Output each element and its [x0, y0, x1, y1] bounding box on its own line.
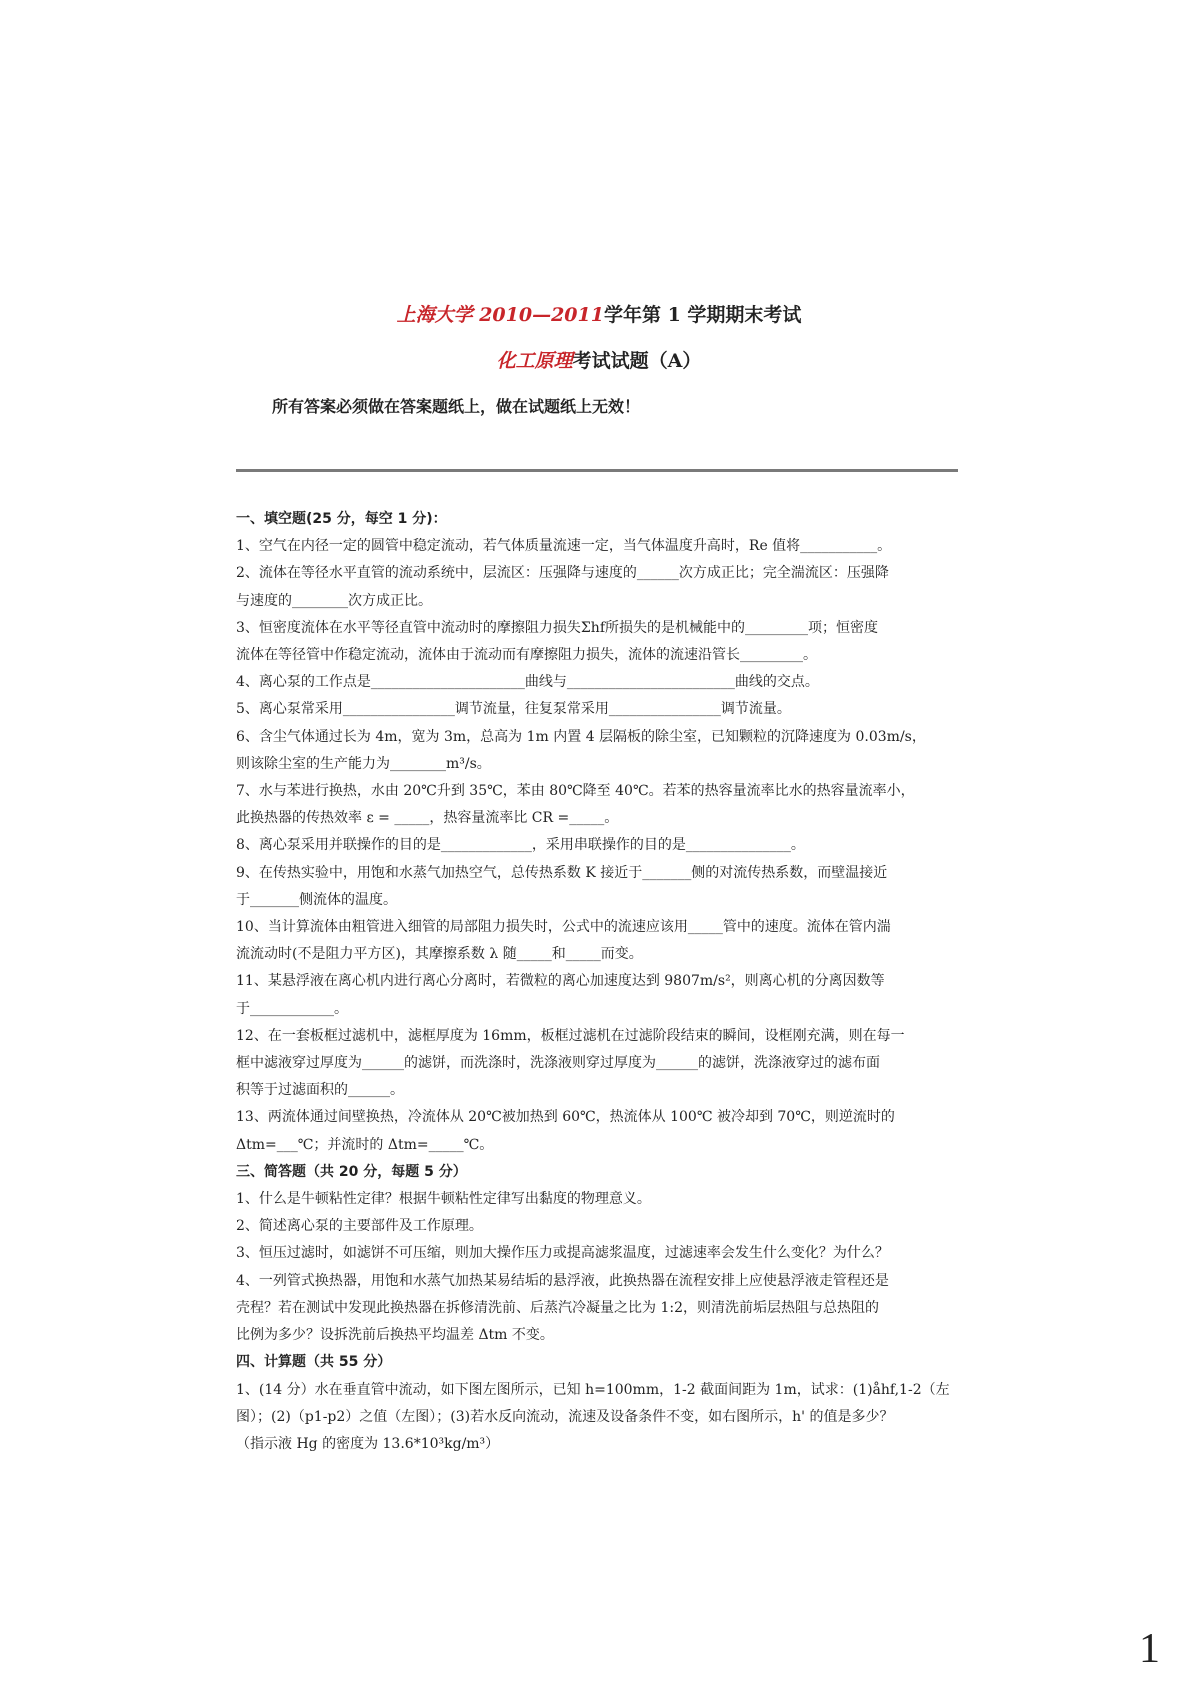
question-line: 与速度的________次方成正比。: [236, 592, 432, 609]
question-line: 9、在传热实验中，用饱和水蒸气加热空气，总传热系数 K 接近于_______侧的对流传热系数，而壁温接近: [236, 864, 888, 881]
question-line: 积等于过滤面积的______。: [236, 1082, 404, 1099]
question-line: 2、简述离心泵的主要部件及工作原理。: [236, 1218, 483, 1235]
question-line: 图）；(2)（p1-p2）之值（左图）；(3)若水反向流动，流速及设备条件不变，如右图所示，h' 的值是多少？: [236, 1408, 894, 1425]
question-line: 流体在等径管中作稳定流动，流体由于流动而有摩擦阻力损失，流体的流速沿管长_________。: [236, 647, 817, 664]
question-line: 2、流体在等径水平直管的流动系统中，层流区：压强降与速度的______次方成正比；完全湍流区：压强降: [236, 565, 889, 582]
question-line: 4、一列管式换热器，用饱和水蒸气加热某易结垢的悬浮液，此换热器在流程安排上应使悬浮液走管程还是: [236, 1272, 889, 1289]
question-line: 1、(14 分）水在垂直管中流动，如下图左图所示，已知 h=100mm，1-2 截面间距为 1m，试求：(1)åhf,1-2（左: [236, 1381, 950, 1398]
question-line: 流流动时(不是阻力平方区)，其摩擦系数 λ 随_____和_____而变。: [236, 946, 643, 963]
question-line: 7、水与苯进行换热，水由 20℃升到 35℃，苯由 80℃降至 40℃。若苯的热容量流率比水的热容量流率小，: [236, 783, 915, 800]
question-line: Δtm=___℃；并流时的 Δtm=_____℃。: [236, 1136, 494, 1153]
answer-notice: 所有答案必须做在答案题纸上，做在试题纸上无效！: [272, 397, 641, 416]
section-heading: 四、计算题（共 55 分）: [236, 1354, 392, 1371]
question-line: 3、恒密度流体在水平等径直管中流动时的摩擦阻力损失Σhf所损失的是机械能中的_________项；恒密度: [236, 619, 879, 636]
question-line: 于____________。: [236, 1000, 348, 1017]
section-heading: 一、填空题(25 分，每空 1 分)：: [236, 511, 447, 527]
question-line: 则该除尘室的生产能力为________m³/s。: [236, 755, 491, 772]
question-line: 比例为多少？设拆洗前后换热平均温差 Δtm 不变。: [236, 1327, 554, 1344]
question-line: 1、什么是牛顿粘性定律？根据牛顿粘性定律写出黏度的物理意义。: [236, 1191, 651, 1208]
question-line: 12、在一套板框过滤机中，滤框厚度为 16mm，板框过滤机在过滤阶段结束的瞬间，设框刚充满，则在每一: [236, 1027, 905, 1044]
question-line: 壳程？若在测试中发现此换热器在拆修清洗前、后蒸汽冷凝量之比为 1:2，则清洗前垢层热阻与总热阻的: [236, 1299, 879, 1316]
exam-title: [4, 300, 1190, 327]
question-line: （指示液 Hg 的密度为 13.6*10³kg/m³）: [236, 1435, 500, 1452]
question-line: 6、含尘气体通过长为 4m，宽为 3m，总高为 1m 内置 4 层隔板的除尘室，已知颗粒的沉降速度为 0.03m/s，: [236, 728, 926, 745]
exam-body: [236, 506, 966, 1458]
question-line: 13、两流体通过间壁换热，冷流体从 20℃被加热到 60℃，热流体从 100℃ 被冷却到 70℃，则逆流时的: [236, 1109, 895, 1126]
question-line: 框中滤液穿过厚度为______的滤饼，而洗涤时，洗涤液则穿过厚度为______的滤饼，洗涤液穿过的滤布面: [236, 1055, 880, 1072]
exam-subtitle: [4, 346, 1190, 373]
question-line: 11、某悬浮液在离心机内进行离心分离时，若微粒的离心加速度达到 9807m/s²，则离心机的分离因数等: [236, 973, 885, 990]
title-semester: 学年第 1 学期期末考试: [603, 304, 802, 326]
question-line: 5、离心泵常采用________________调节流量，往复泵常采用________________调节流量。: [236, 701, 791, 718]
question-line: 10、当计算流体由粗管进入细管的局部阻力损失时，公式中的流速应该用_____管中的速度。流体在管内湍: [236, 919, 891, 936]
title-university-years: 上海大学 2010—2011: [396, 304, 604, 326]
page-number: 1: [1139, 1626, 1160, 1672]
subtitle-course: 化工原理: [496, 350, 573, 372]
subtitle-paper: 考试试题（A）: [572, 350, 702, 372]
question-line: 1、空气在内径一定的圆管中稳定流动，若气体质量流速一定，当气体温度升高时，Re 值将___________。: [236, 538, 892, 555]
section-heading: 三、简答题（共 20 分，每题 5 分）: [236, 1163, 467, 1180]
question-line: 8、离心泵采用并联操作的目的是_____________，采用串联操作的目的是_______________。: [236, 837, 805, 854]
header-divider: [236, 469, 958, 472]
question-line: 4、离心泵的工作点是______________________曲线与________________________曲线的交点。: [236, 674, 819, 691]
question-line: 于_______侧流体的温度。: [236, 891, 397, 908]
question-line: 此换热器的传热效率 ε = _____，热容量流率比 CR =_____。: [236, 810, 619, 827]
question-line: 3、恒压过滤时，如滤饼不可压缩，则加大操作压力或提高滤浆温度，过滤速率会发生什么变化？为什么？: [236, 1245, 889, 1262]
